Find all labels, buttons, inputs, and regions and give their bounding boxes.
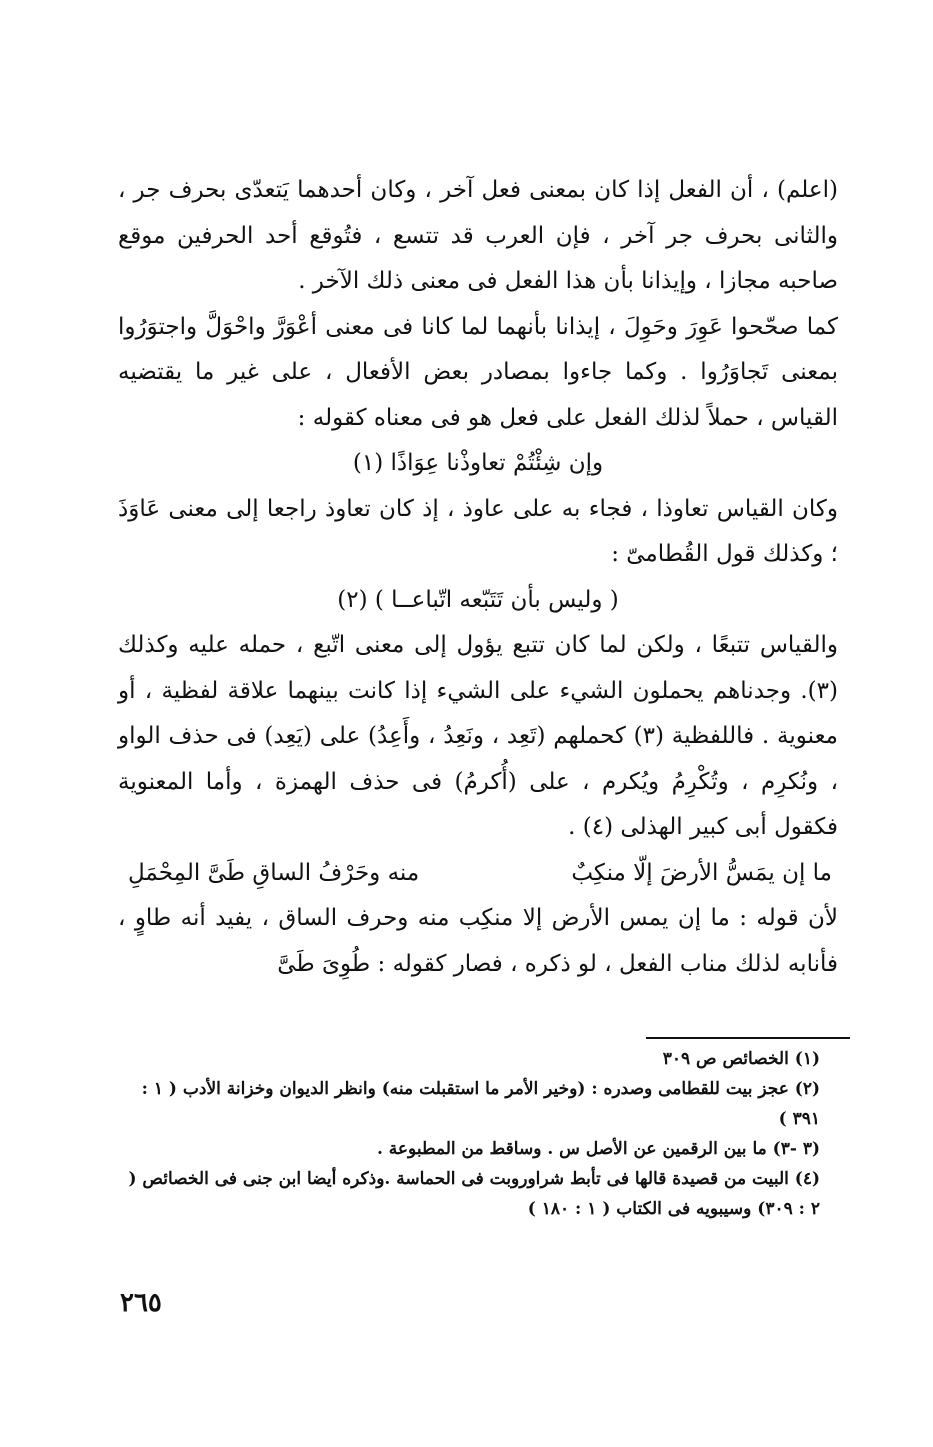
verse-line: ( وليس بأن تَتَبّعه اتّباعــا ) (٢) (337, 586, 619, 613)
verse-couplet (118, 851, 838, 897)
footnote: (٤) البيت من قصيدة قالها فى تأبط شراوروبت فى الحماسة .وذكره أيضا ابن جنى فى الخصائص ( ٢ : ٣٠٩) وسيبويه فى الكتاب ( ١ : ١٨٠ ) (128, 1169, 820, 1219)
footnote: (٣ -٣) ما بين الرقمين عن الأصل س . وساقط من المطبوعة . (376, 1139, 820, 1159)
footnotes (118, 1044, 838, 1224)
page-number: ٢٦٥ (120, 1288, 162, 1318)
main-text (118, 168, 838, 987)
paragraph: لأن قوله : ما إن يمس الأرض إلا منكِب منه وحرف الساق ، يفيد أنه طاوٍ ، فأنابه لذلك مناب الفعل ، لو ذكره ، فصار كقوله : طُوِىَ طَىَّ (118, 905, 838, 977)
footnote-divider (646, 1037, 850, 1039)
footnote: (١) الخصائص ص ٣٠٩ (662, 1049, 820, 1069)
footnote: (٢) عجز بيت للقطامى وصدره : (وخير الأمر ما استقبلت منه) وانظر الديوان وخزانة الأدب ( ١ : ٣٩١ ) (141, 1079, 820, 1129)
paragraph: والقياس تتبعًا ، ولكن لما كان تتبع يؤول إلى معنى اتّبع ، حمله عليه وكذلك (٣). وجدناهم يحملون الشيء على الشيء إذا كانت بينهما علاقة لفظية ، أو معنوية . فاللفظية (٣) كحملهم (تَعِد ، ونَعِدُ ، وأَعِدُ) على (يَعِد) فى حذف الواو ، ونُكرِم ، وتُكْرِمُ ويُكرم ، على (أُكرمُ) فى حذف الهمزة ، وأما المعنوية فكقول أبى كبير الهذلى (٤) . (118, 632, 838, 840)
verse-hemistich-second: منه وحَرْفُ الساقِ طَىَّ المِحْمَلِ (128, 859, 420, 886)
paragraph: كما صحّحوا عَوِرَ وحَوِلَ ، إيذانا بأنهما لما كانا فى معنى أعْوَرَّ واحْوَلَّ واجتوَرُوا بمعنى تَجاوَرُوا . وكما جاءوا بمصادر بعض الأفعال ، على غير ما يقتضيه القياس ، حملاً لذلك الفعل على فعل هو فى معناه كقوله : (118, 313, 838, 431)
paragraph: (اعلم) ، أن الفعل إذا كان بمعنى فعل آخر ، وكان أحدهما يَتعدّى بحرف جر ، والثانى بحرف جر آخر ، فإن العرب قد تتسع ، فتُوقع أحد الحرفين موقع صاحبه مجازا ، وإيذانا بأن هذا الفعل فى معنى ذلك الآخر . (118, 177, 838, 294)
verse-line: وإن شِئْتُمْ تعاوذْنا عِوَاذًا (١) (352, 450, 604, 476)
paragraph: وكان القياس تعاوذا ، فجاء به على عاوذ ، إذ كان تعاوذ راجعا إلى معنى عَاوَذَ ؛ وكذلك قول القُطامىّ : (118, 495, 838, 567)
verse-hemistich-first: ما إن يمَسُّ الأرضَ إلّا منكِبٌ (571, 859, 832, 886)
